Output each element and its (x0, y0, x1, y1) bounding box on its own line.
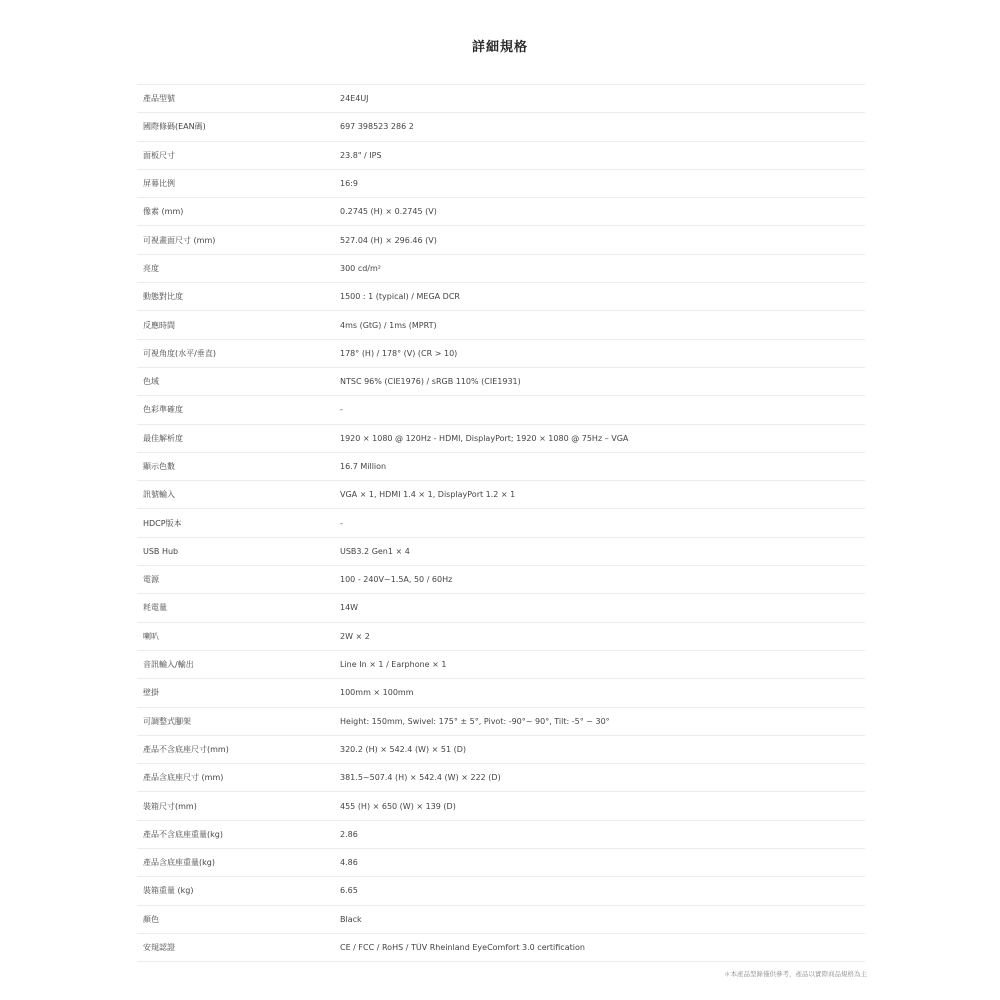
spec-value: 23.8" / IPS (340, 150, 382, 160)
spec-value: 0.2745 (H) × 0.2745 (V) (340, 207, 437, 217)
spec-value: 320.2 (H) × 542.4 (W) × 51 (D) (340, 744, 467, 754)
spec-row (137, 425, 865, 453)
spec-label: HDCP版本 (143, 518, 182, 528)
spec-label: 像素 (mm) (143, 207, 184, 217)
spec-value: - (340, 405, 343, 415)
spec-row (137, 396, 865, 424)
spec-label: 產品不含底座重量(kg) (143, 829, 223, 839)
spec-row (137, 113, 865, 141)
spec-value: 100mm × 100mm (340, 688, 414, 698)
spec-label: 喇叭 (143, 631, 159, 641)
spec-value: 24E4UJ (340, 94, 369, 104)
spec-value: 300 cd/m² (340, 263, 381, 273)
spec-value: Line In × 1 / Earphone × 1 (340, 660, 447, 670)
spec-label: 顯示色數 (143, 462, 175, 471)
spec-label: 裝箱重量 (kg) (143, 886, 194, 896)
spec-label: 可視畫面尺寸 (mm) (143, 235, 216, 245)
spec-row (137, 226, 865, 254)
spec-value: 1500 : 1 (typical) / MEGA DCR (340, 292, 460, 302)
spec-row (137, 708, 865, 736)
spec-row (137, 566, 865, 594)
spec-value: - (340, 518, 343, 528)
spec-row (137, 283, 865, 311)
spec-value: 455 (H) × 650 (W) × 139 (D) (340, 801, 456, 811)
spec-label: 色彩準確度 (143, 405, 183, 415)
spec-label: 訊號輸入 (143, 490, 175, 500)
spec-label: 電源 (143, 575, 159, 585)
spec-row (137, 340, 865, 368)
spec-value: Height: 150mm, Swivel: 175° ± 5°, Pivot: -90°~ 90°, Tilt: -5° ~ 30° (340, 716, 610, 726)
spec-row (137, 906, 865, 934)
spec-value: 14W (340, 603, 359, 613)
spec-label: 產品型號 (143, 94, 175, 104)
spec-value: VGA × 1, HDMI 1.4 × 1, DisplayPort 1.2 × 1 (340, 490, 516, 500)
spec-label: 耗電量 (143, 603, 167, 613)
spec-label: 反應時間 (143, 320, 175, 330)
spec-row (137, 509, 865, 537)
spec-value: 4ms (GtG) / 1ms (MPRT) (340, 320, 437, 330)
spec-label: 產品不含底座尺寸(mm) (143, 744, 229, 754)
spec-value: 2.86 (340, 829, 358, 839)
spec-value: Black (340, 914, 362, 924)
spec-row (137, 85, 865, 113)
spec-value: 16:9 (340, 179, 358, 189)
spec-value: 178° (H) / 178° (V) (CR > 10) (340, 348, 458, 358)
spec-value: 697 398523 286 2 (340, 122, 414, 132)
page-title: 詳細規格 (471, 40, 528, 55)
spec-label: 產品含底座重量(kg) (143, 858, 215, 868)
spec-value: 6.65 (340, 886, 358, 896)
spec-row (137, 736, 865, 764)
spec-table (137, 84, 865, 962)
spec-label: 動態對比度 (143, 292, 183, 302)
spec-row (137, 821, 865, 849)
spec-row (137, 651, 865, 679)
spec-label: 面板尺寸 (143, 150, 175, 160)
spec-row (137, 481, 865, 509)
spec-label: USB Hub (143, 546, 179, 556)
spec-row (137, 792, 865, 820)
spec-label: 可視角度(水平/垂直) (143, 348, 216, 358)
spec-row (137, 877, 865, 905)
spec-row (137, 623, 865, 651)
spec-row (137, 368, 865, 396)
spec-label: 壁掛 (143, 688, 159, 698)
spec-row (137, 142, 865, 170)
spec-value: 16.7 Million (340, 462, 387, 471)
spec-value: USB3.2 Gen1 × 4 (340, 546, 410, 556)
spec-value: 2W × 2 (340, 631, 370, 641)
spec-value: 381.5~507.4 (H) × 542.4 (W) × 222 (D) (340, 773, 501, 783)
spec-label: 屏幕比例 (143, 179, 175, 189)
spec-row (137, 934, 865, 962)
spec-value: 1920 × 1080 @ 120Hz - HDMI, DisplayPort; 1920 × 1080 @ 75Hz – VGA (340, 433, 629, 443)
spec-value: CE / FCC / RoHS / TÜV Rheinland EyeComfort 3.0 certification (340, 943, 585, 953)
spec-label: 可調整式腳架 (143, 716, 191, 726)
spec-row (137, 538, 865, 566)
spec-row (137, 311, 865, 339)
spec-label: 裝箱尺寸(mm) (143, 801, 197, 811)
spec-row (137, 170, 865, 198)
spec-label: 產品含底座尺寸 (mm) (143, 773, 224, 783)
spec-value: 4.86 (340, 858, 358, 868)
spec-row (137, 849, 865, 877)
spec-value: 100 - 240V~1.5A, 50 / 60Hz (340, 575, 453, 585)
spec-label: 顏色 (143, 914, 159, 924)
spec-label: 色域 (143, 377, 159, 387)
spec-row (137, 255, 865, 283)
spec-label: 亮度 (143, 263, 159, 273)
footnote: ＊本產品型錄僅供參考，產品以實際商品規格為主 (724, 970, 867, 978)
spec-value: 527.04 (H) × 296.46 (V) (340, 235, 437, 245)
spec-label: 音訊輸入/輸出 (143, 660, 194, 670)
spec-label: 最佳解析度 (143, 433, 183, 443)
spec-row (137, 679, 865, 707)
spec-row (137, 198, 865, 226)
spec-row (137, 453, 865, 481)
spec-label: 安規認證 (143, 943, 175, 953)
spec-row (137, 764, 865, 792)
spec-row (137, 594, 865, 622)
spec-value: NTSC 96% (CIE1976) / sRGB 110% (CIE1931) (340, 377, 521, 387)
spec-label: 國際條碼(EAN碼) (143, 122, 206, 132)
